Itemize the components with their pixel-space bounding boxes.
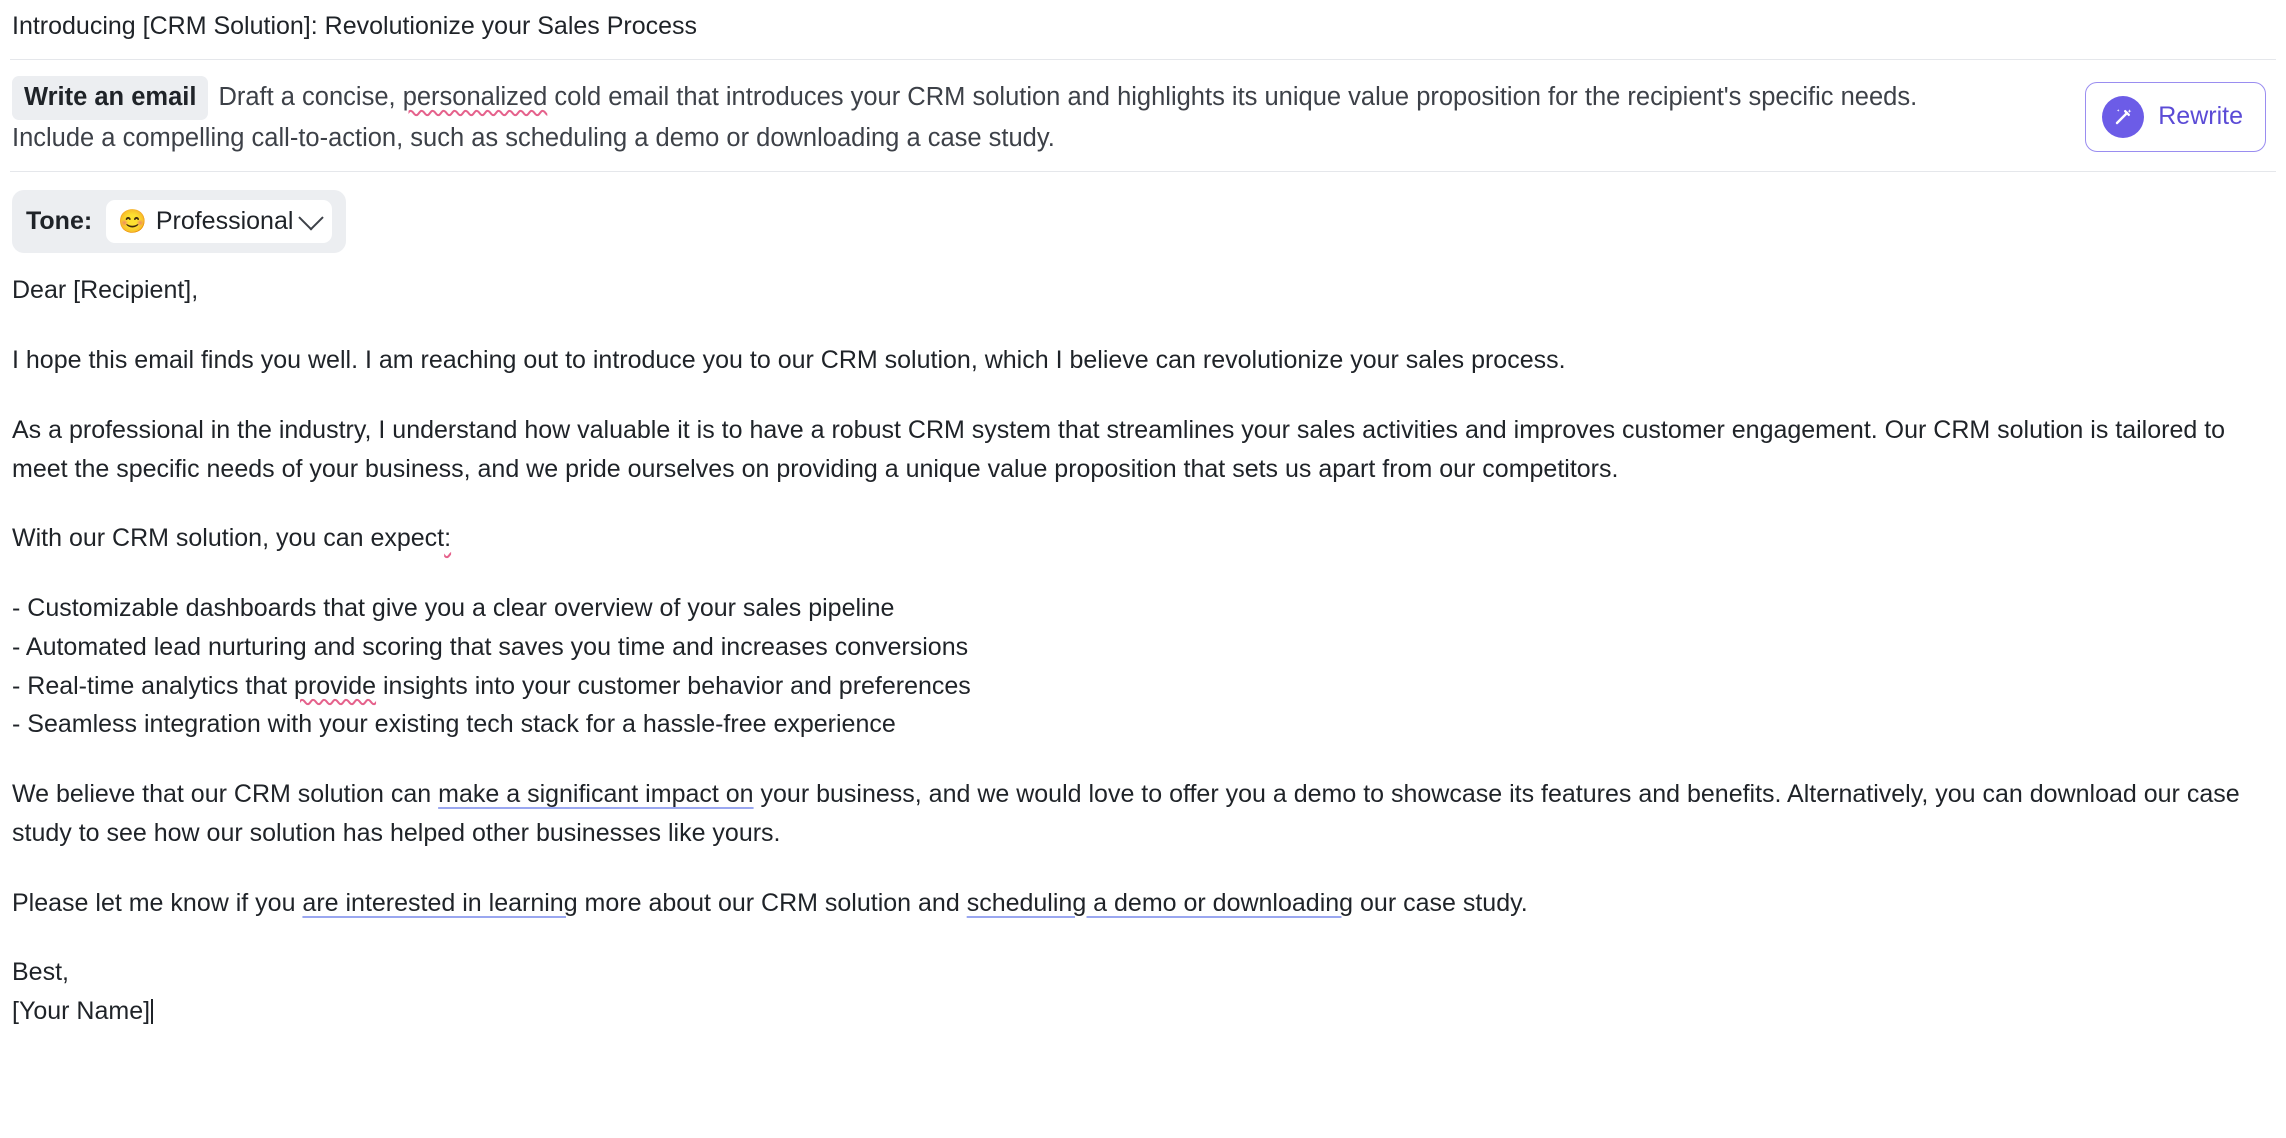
- flagged-colon[interactable]: :: [444, 524, 452, 553]
- email-signature: [12, 992, 2274, 1031]
- email-paragraph-1: I hope this email finds you well. I am reaching out to introduce you to our CRM solution, which I believe can revolutionize your sales process.: [12, 346, 1566, 375]
- email-paragraph-4-pre: We believe that our CRM solution can: [12, 780, 439, 809]
- rewrite-button-label: Rewrite: [2158, 102, 2243, 130]
- list-item-pre: - Real-time analytics that: [12, 671, 295, 700]
- tone-dropdown[interactable]: [106, 200, 332, 243]
- prompt-type-chip[interactable]: Write an email: [12, 76, 208, 121]
- email-paragraph-3-pre: With our CRM solution, you can expect: [12, 524, 445, 553]
- grammar-suggestion-interested[interactable]: are interested in learning: [302, 888, 578, 917]
- grammar-suggestion-impact[interactable]: make a significant impact on: [438, 780, 754, 809]
- tone-label: Tone:: [26, 207, 93, 236]
- document-title: Introducing [CRM Solution]: Revolutionize your Sales Process: [12, 12, 698, 40]
- list-item-post: insights into your customer behavior and preferences: [376, 671, 971, 700]
- email-benefits-list: [12, 589, 2274, 744]
- list-item: - Automated lead nurturing and scoring that saves you time and increases conversions: [12, 632, 969, 661]
- email-paragraph-3: [12, 519, 2272, 558]
- grammar-suggestion-scheduling[interactable]: scheduling a demo or downloading: [966, 888, 1354, 917]
- email-paragraph-5-post: our case study.: [1353, 888, 1528, 917]
- prompt-divider: [10, 171, 2276, 172]
- email-greeting: Dear [Recipient],: [12, 276, 199, 305]
- prompt-block: [10, 60, 2276, 172]
- email-paragraph-5-mid: more about our CRM solution and: [577, 888, 967, 917]
- email-paragraph-5-pre: Please let me know if you: [12, 888, 303, 917]
- tone-control: [12, 190, 346, 253]
- email-paragraph-2: As a professional in the industry, I understand how valuable it is to have a robust CRM system that streamlines your sales activities and improves customer engagement. Our CRM solution is tailored to meet the specific needs of your business, and we pride ourselves on providing a unique value proposition that sets us apart from our competitors.: [12, 415, 2226, 483]
- tone-value: Professional: [155, 207, 294, 236]
- list-item: - Seamless integration with your existing tech stack for a hassle-free experience: [12, 710, 896, 739]
- flagged-word-provide[interactable]: provide: [294, 671, 377, 700]
- email-paragraph-4: [12, 775, 2272, 853]
- prompt-text-part2: cold email that introduces your CRM solution and highlights its unique value proposition for the recipient's specific needs. Include a compelling call-to-action, such as scheduling a demo or downloading a case study.: [12, 82, 1918, 153]
- smiley-icon: 😊: [118, 208, 147, 235]
- magic-wand-icon: [2102, 96, 2144, 138]
- list-item: - Customizable dashboards that give you a clear overview of your sales pipeline: [12, 594, 895, 623]
- chevron-down-icon: [299, 205, 324, 230]
- rewrite-button[interactable]: [2085, 82, 2266, 152]
- email-closing: Best,: [12, 958, 69, 987]
- prompt-text-part1: Draft a concise,: [218, 82, 403, 111]
- email-body[interactable]: [10, 263, 2276, 1031]
- misspelled-word[interactable]: personalized: [402, 82, 548, 111]
- list-item: [12, 667, 2274, 706]
- email-paragraph-5: [12, 884, 2272, 923]
- prompt-text[interactable]: [12, 76, 1942, 158]
- email-paragraph-4-post: your business, and we would love to offer you a demo to showcase its features and benefits. Alternatively, you can download our case study to see how our solution has helped other businesses like yours.: [12, 780, 2240, 847]
- text-cursor: [151, 999, 153, 1024]
- email-signature-text: [Your Name]: [12, 997, 151, 1026]
